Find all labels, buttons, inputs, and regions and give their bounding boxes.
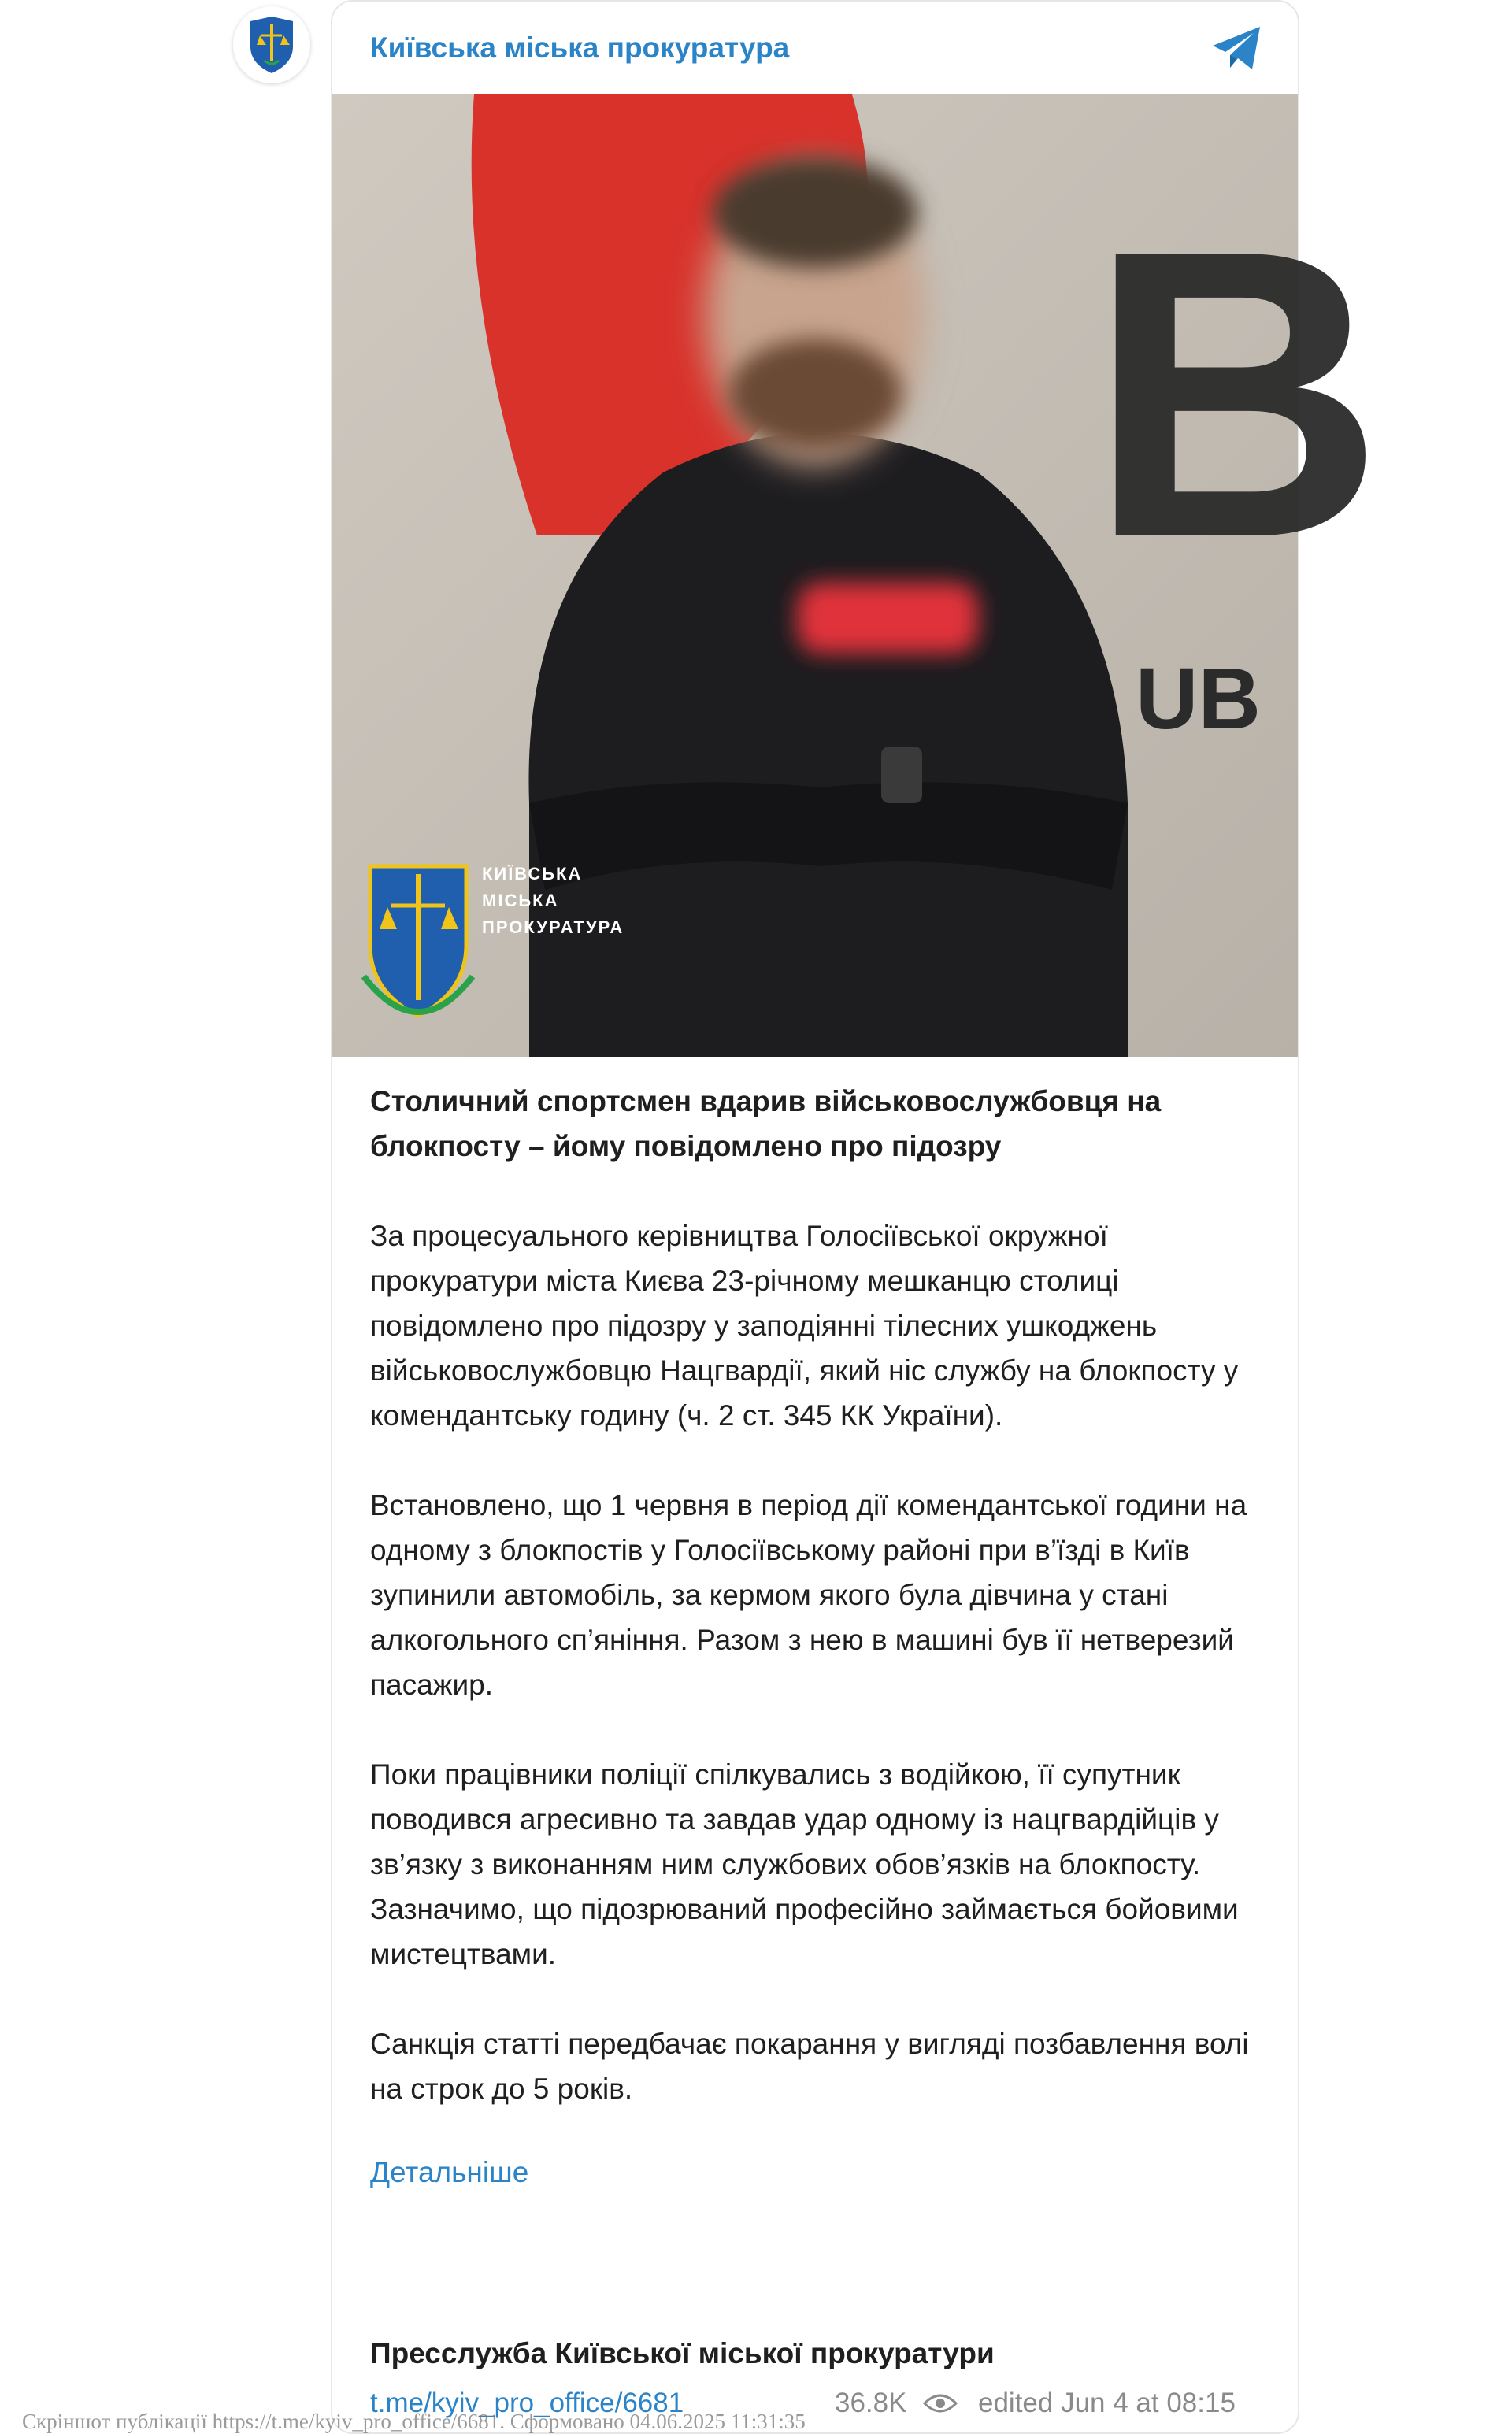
eye-icon [923, 2392, 958, 2414]
post-card [331, 0, 1384, 2434]
channel-name-link[interactable]: Київська міська прокуратура [370, 31, 790, 64]
post-paragraph-1: За процесуального керівництва Голосіївської окружної прокуратури міста Києва 23-річному мешканцю столиці повідомлено про підозру у заподіянні тілесних ушкоджень військовослужбовцю Нацгвардії, який ніс службу на блокпосту у комендантську годину (ч. 2 ст. 345 КК України). [370, 1220, 1239, 1432]
logo-line-2: МІСЬКА [482, 891, 559, 910]
post-author: Пресслужба Київської міської прокуратури [370, 2337, 995, 2369]
post-link[interactable]: t.me/kyiv_pro_office/6681 [370, 2388, 684, 2418]
post-paragraph-2: Встановлено, що 1 червня в період дії комендантської години на одному з блокпостів у Голосіївському районі при в’їзді в Київ зупинили автомобіль, за кермом якого була дівчина у стані алкогольного сп’яніння. Разом з нею в машині був її нетверезий пасажир. [370, 1489, 1247, 1701]
wall-sign: UB [1136, 650, 1261, 747]
wall-letters: B [1088, 165, 1384, 623]
post-paragraph-3: Поки працівники поліції спілкувались з водійкою, її супутник поводився агресивно та завдав удар одному із нацгвардійців у зв’язку з виконанням ним службових обов’язків на блокпосту. Зазначимо, що підозрюваний професійно займається бойовими мистецтвами. [370, 1758, 1239, 1970]
post-paragraph-4: Санкція статті передбачає покарання у вигляді позбавлення волі на строк до 5 років. [370, 2028, 1249, 2105]
prosecutor-emblem-icon [244, 13, 299, 76]
telegram-icon[interactable] [1210, 24, 1265, 72]
hair-blurred [713, 157, 917, 268]
edited-timestamp: edited Jun 4 at 08:15 [978, 2388, 1236, 2418]
logo-line-1: КИЇВСЬКА [482, 864, 583, 884]
post-title: Столичний спортсмен вдарив військовослужбовця на блокпосту – йому повідомлено про підозру [370, 1085, 1162, 1162]
logo-line-3: ПРОКУРАТУРА [482, 917, 624, 937]
chest-logo-blurred [797, 583, 978, 654]
beard-blurred [728, 339, 902, 449]
post-body [370, 1079, 1268, 2189]
channel-avatar[interactable] [233, 6, 310, 83]
details-link[interactable]: Детальніше [370, 2156, 529, 2188]
post-photo[interactable] [332, 94, 1384, 1057]
post-header [332, 2, 1298, 94]
view-count: 36.8K [835, 2388, 907, 2418]
watch [881, 747, 922, 803]
screenshot-watermark: Скріншот публікації https://t.me/kyiv_pro_office/6681. Сформовано 04.06.2025 11:31:35 [22, 2410, 806, 2433]
